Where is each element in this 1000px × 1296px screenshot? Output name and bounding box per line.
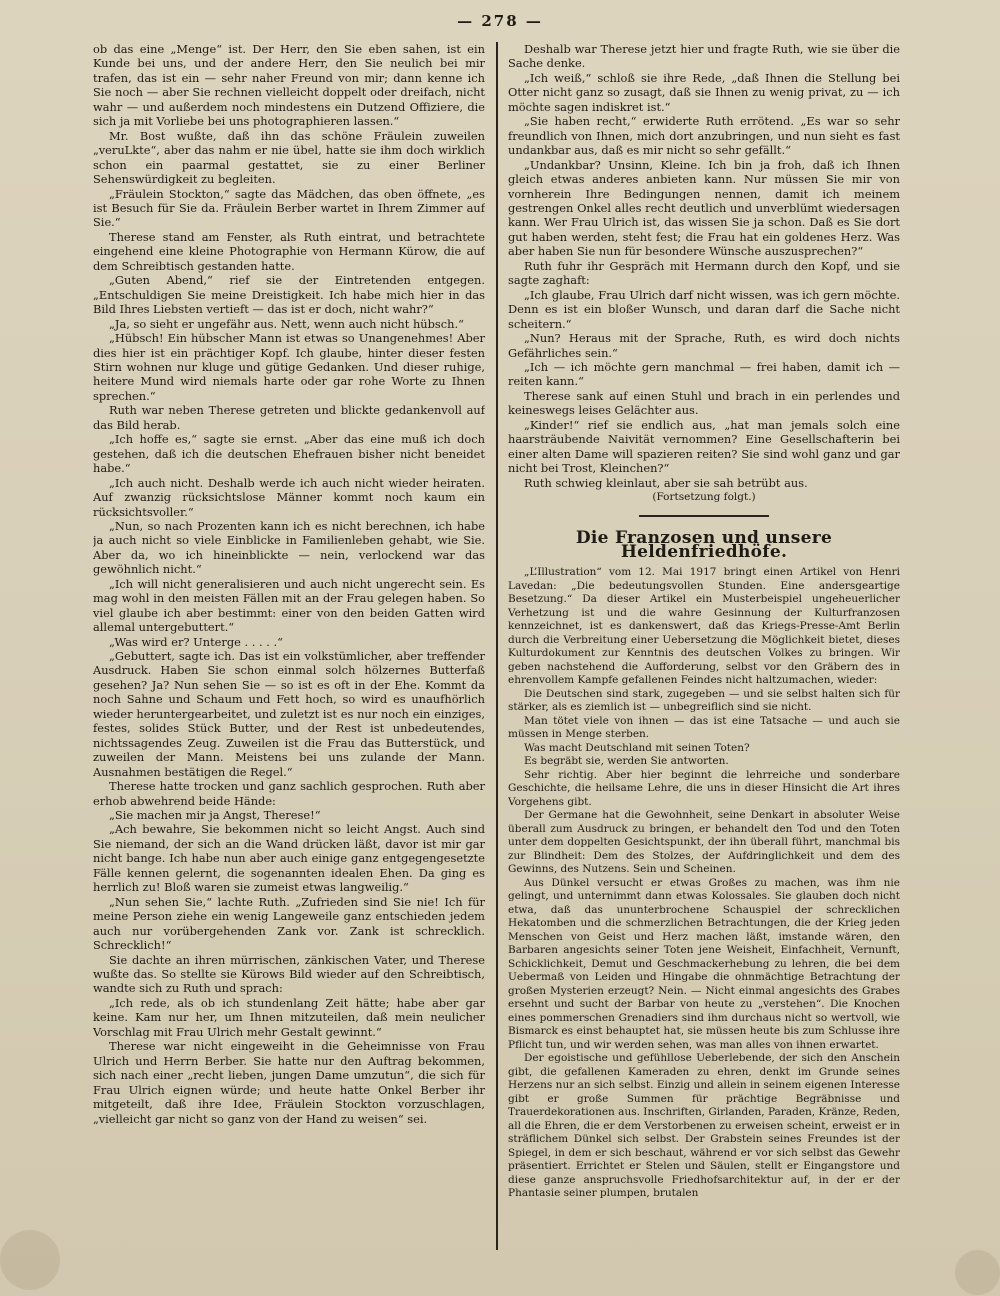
story-paragraph: „Ich weiß,“ schloß sie ihre Rede, „daß Ihnen die Stellung bei Otter nicht ganz so zusagt, daß sie Ihnen zu wenig privat, zu — ich möchte sagen indiskret ist.“ [508,70,900,114]
column-rule [496,42,498,1250]
article-paragraph: Aus Dünkel versucht er etwas Großes zu machen, was ihm nie gelingt, und unternimmt dann etwas Kolossales. Sie glauben doch nicht etwa, daß das ununterbrochene Schauspiel der schrecklichen Hekatomben und die schmerzlichen Betrachtungen, die der Krieg jeden Menschen von Geist und Herz machen läßt, imstande wären, den Barbaren angesichts seiner Toten jene Weisheit, Einfachheit, Vernunft, Schicklichkeit, Demut und Geschmackerhebung zu lehren, die bei dem Uebermaß von Leiden und Hingabe die ohnmächtige Betrachtung der großen Mysterien erzeugt? Nein. — Nicht einmal angesichts des Grabes ersehnt und sucht der Barbar von heute zu „verstehen“. Die Knochen eines pommerschen Grenadiers sind ihm durchaus nicht so wertvoll, wie Bismarck es einst behauptet hat, sie müssen heute bis zum Schlusse ihre Pflicht tun, und wir werden sehen, was man alles von ihnen erwartet. [508,876,900,1051]
story-paragraph: „Guten Abend,“ rief sie der Eintretenden entgegen. „Entschuldigen Sie meine Dreistigkeit. Ich habe mich hier in das Bild Ihres Liebsten vertieft — das ist er doch, nicht wahr?“ [93,273,485,317]
story-paragraph: „Ach bewahre, Sie bekommen nicht so leicht Angst. Auch sind Sie niemand, der sich an die Wand drücken läßt, davor ist mir gar nicht bange. Ich habe nun aber auch einige ganz entgegengesetzte Fälle kennen gelernt, die sogenannten idealen Ehen. Da ging es herrlich zu! Bloß waren sie zumeist etwas langweilig.“ [93,822,485,895]
story-paragraph: „Sie machen mir ja Angst, Therese!“ [109,808,321,823]
story-paragraph: „Kinder!“ rief sie endlich aus, „hat man jemals solch eine haarsträubende Naivität vernommen? Eine Gesellschafterin bei einer alten Dame will spazieren reiten? Sie sind wohl ganz und gar nicht bei Trost, Kleinchen?“ [508,417,900,476]
story-paragraph: „Ich auch nicht. Deshalb werde ich auch nicht wieder heiraten. Auf zwanzig rücksichtslose Männer kommt noch kaum ein rücksichtsvoller.“ [93,475,485,519]
story-paragraph: „Nun, so nach Prozenten kann ich es nicht berechnen, ich habe ja auch nicht so viele Einblicke in Familienleben gehabt, wie Sie. Aber da, wo ich hineinblickte — nein, verlockend war das gewöhnlich nicht.“ [93,518,485,577]
article-title: Die Franzosen und unsere Heldenfriedhöfe. [575,527,833,562]
story-paragraph: Ruth schwieg kleinlaut, aber sie sah betrübt aus. [524,475,808,490]
article-paragraph: Der Germane hat die Gewohnheit, seine Denkart in absoluter Weise überall zum Ausdruck zu bringen, er behandelt den Tod und den Toten unter dem doppelten Gesichtspunkt, der ihn überall führt, manchmal bis zur Blindheit: Dem des Stolzes, der Aufdringlichkeit und dem des Gewinns, des Nutzens. Sein und Scheinen. [508,809,900,876]
article-body [508,566,900,1201]
page-number: — 278 — [457,12,543,30]
story-paragraph: Therese sank auf einen Stuhl und brach in ein perlendes und keineswegs leises Gelächter aus. [508,388,900,418]
story-paragraph: Therese hatte trocken und ganz sachlich gesprochen. Ruth aber erhob abwehrend beide Hände: [93,779,485,808]
story-paragraph: „Ja, so sieht er ungefähr aus. Nett, wenn auch nicht hübsch.“ [109,316,464,331]
story-paragraph: „Ich rede, als ob ich stundenlang Zeit hätte; habe aber gar keine. Kam nur her, um Ihnen mitzuteilen, daß mein neulicher Vorschlag mit Frau Ulrich mehr Gestalt gewinnt.“ [93,995,485,1039]
section-divider [639,515,769,517]
article-paragraph: Sehr richtig. Aber hier beginnt die lehrreiche und sonderbare Geschichte, die heilsame Lehre, die uns in dieser Hinsicht die Art ihres Vorgehens gibt. [508,768,900,808]
story-paragraph: Deshalb war Therese jetzt hier und fragte Ruth, wie sie über die Sache denke. [508,42,900,71]
left-column [93,42,485,1272]
article-paragraph: Die Deutschen sind stark, zugegeben — und sie selbst halten sich für stärker, als es ziemlich ist — unbegreiflich sind sie nicht. [508,687,900,714]
article-paragraph: Es begräbt sie, werden Sie antworten. [524,755,729,768]
article-paragraph: Was macht Deutschland mit seinen Toten? [524,741,750,754]
story-paragraph: ob das eine „Menge“ ist. Der Herr, den Sie eben sahen, ist ein Kunde bei uns, und der andere Herr, den Sie neulich bei mir trafen, das ist ein — sehr naher Freund von mir; dann kenne ich Sie noch — aber Sie rechnen vielleicht doppelt oder dreifach, nicht wahr — und außerdem noch mindestens ein Dutzend Offiziere, die sich ja mit Vorliebe bei uns photographieren lassen.“ [93,42,485,129]
story-paragraph: „Nun sehen Sie,“ lachte Ruth. „Zufrieden sind Sie nie! Ich für meine Person ziehe ein wenig Langeweile ganz entschieden jedem auch nur vorübergehenden Zank vor. Zank ist schrecklich. Schrecklich!“ [93,894,485,953]
right-column [508,42,900,1272]
paper-stain [0,1230,60,1290]
story-paragraph: „Undankbar? Unsinn, Kleine. Ich bin ja froh, daß ich Ihnen gleich etwas anderes anbieten kann. Nur müssen Sie mir von vornherein Ihre Bedingungen nennen, damit ich meinem gestrengen Onkel alles recht deutlich und unverblümt wiedersagen kann. Wer Frau Ulrich ist, das wissen Sie ja schon. Daß es Sie dort gut haben werden, steht fest; die Frau hat ein goldenes Herz. Was aber haben Sie nun für besondere Wünsche auszusprechen?“ [508,157,900,259]
story-paragraph: Ruth fuhr ihr Gespräch mit Hermann durch den Kopf, und sie sagte zaghaft: [508,258,900,288]
story-paragraph: Ruth war neben Therese getreten und blickte gedankenvoll auf das Bild herab. [93,403,485,432]
article-paragraph: Man tötet viele von ihnen — das ist eine Tatsache — und auch sie müssen in Menge sterben. [508,714,900,741]
story-paragraph: „Nun? Heraus mit der Sprache, Ruth, es wird doch nichts Gefährliches sein.“ [508,331,900,360]
story-paragraph: „Sie haben recht,“ erwiderte Ruth errötend. „Es war so sehr freundlich von Ihnen, mich dort anzubringen, und nun sieht es fast undankbar aus, daß es mir nicht so sehr gefällt.“ [508,114,900,158]
story-paragraph: „Fräulein Stockton,“ sagte das Mädchen, das oben öffnete, „es ist Besuch für Sie da. Fräulein Berber wartet in Ihrem Zimmer auf Sie.“ [93,186,485,230]
story-paragraph: „Gebuttert, sagte ich. Das ist ein volkstümlicher, aber treffender Ausdruck. Haben Sie schon einmal solch hölzernes Butterfaß gesehen? Ja? Nun sehen Sie — so ist es oft in der Ehe. Kommt da noch Sahne und Schaum und Fett hoch, so wird es unaufhörlich wieder heruntergearbeitet, und zuletzt ist es nur noch ein einziges, festes, solides Stück Butter, und der Rest ist unbedeutendes, nichtssagendes Zeug. Zuweilen ist die Frau das Butterstück, und zuweilen der Mann. Meistens bei uns zulande der Mann. Ausnahmen bestätigen die Regel.“ [93,649,485,779]
story-paragraph: „Ich — ich möchte gern manchmal — frei haben, damit ich — reiten kann.“ [508,359,900,389]
article-paragraph: „L’Illustration“ vom 12. Mai 1917 bringt einen Artikel von Henri Lavedan: „Die bedeutungsvollen Stunden. Eine andersgeartige Besetzung.“ Da dieser Artikel ein Musterbeispiel ungeheuerlicher Verhetzung ist und die wahre Gesinnung der Kulturfranzosen kennzeichnet, ist es dankenswert, daß das Kriegs-Presse-Amt Berlin durch die Verbreitung einer Uebersetzung die Möglichkeit bietet, dieses Kulturdokument zur Kenntnis des deutschen Volkes zu bringen. Wir geben nachstehend die Aufforderung, selbst vor den Gräbern des in ehrenvollem Kampfe gefallenen Feindes nicht haltzumachen, wieder: [508,566,900,687]
story-paragraph: „Ich will nicht generalisieren und auch nicht ungerecht sein. Es mag wohl in den meisten Fällen mit an der Frau gelegen haben. So viel glaube ich aber bestimmt: einer von den beiden Gatten wird allemal untergebuttert.“ [93,576,485,635]
story-continuation [508,42,900,490]
story-paragraph: „Hübsch! Ein hübscher Mann ist etwas so Unangenehmes! Aber dies hier ist ein prächtiger Kopf. Ich glaube, hinter dieser festen Stirn wohnen nur kluge und gütige Gedanken. Und dieser ruhige, heitere Mund wird niemals harte oder gar rohe Worte zu Ihnen sprechen.“ [93,331,485,403]
story-paragraph: „Ich hoffe es,“ sagte sie ernst. „Aber das eine muß ich doch gestehen, daß ich die deutschen Ehefrauen bisher nicht beneidet habe.“ [93,432,485,476]
paper-stain [955,1250,1000,1295]
story-paragraph: Mr. Bost wußte, daß ihn das schöne Fräulein zuweilen „veruLkte“, aber das nahm er nie übel, hatte sie ihm doch wirklich schon ein paarmal gestattet, sie zu einer Berliner Sehenswürdigkeit zu begleiten. [93,128,485,187]
article-paragraph: Der egoistische und gefühllose Ueberlebende, der sich den Anschein gibt, die gefallenen Kameraden zu ehren, denkt im Grunde seines Herzens nur an sich selbst. Einzig und allein in seinem eigenen Interesse gibt er große Summen für prächtige Begräbnisse und Trauerdekorationen aus. Inschriften, Girlanden, Paraden, Kränze, Reden, all die Ehren, die er dem Verstorbenen zu erweisen scheint, erweist er in sträflichem Dünkel sich selbst. Der Grabstein seines Freundes ist der Spiegel, in dem er sich beschaut, während er vor sich selbst das Gewehr präsentiert. Errichtet er Stelen und Säulen, stellt er Eingangstore und diese ganze anspruchsvolle Friedhofsarchitektur auf, in der er der Phantasie seiner plumpen, brutalen [508,1052,900,1200]
continued-note: (Fortsetzung folgt.) [652,491,756,504]
story-paragraph: „Was wird er? Unterge . . . . .“ [109,634,283,649]
story-paragraph: „Ich glaube, Frau Ulrich darf nicht wissen, was ich gern möchte. Denn es ist ein bloßer Wunsch, und daran darf die Sache nicht scheitern.“ [508,287,900,331]
story-paragraph: Sie dachte an ihren mürrischen, zänkischen Vater, und Therese wußte das. So stellte sie Kürows Bild wieder auf den Schreibtisch, wandte sich zu Ruth und sprach: [93,952,485,996]
story-paragraph: Therese stand am Fenster, als Ruth eintrat, und betrachtete eingehend eine kleine Photographie von Hermann Kürow, die auf dem Schreibtisch gestanden hatte. [93,229,485,273]
story-paragraph: Therese war nicht eingeweiht in die Geheimnisse von Frau Ulrich und Herrn Berber. Sie hatte nur den Auftrag bekommen, sich nach einer „recht lieben, jungen Dame umzutun“, die sich für Frau Ulrich eignen würde; und heute hatte Onkel Berber ihr mitgeteilt, daß ihre Idee, Fräulein Stockton vorzuschlagen, „vielleicht gar nicht so ganz von der Hand zu weisen“ sei. [93,1039,485,1126]
